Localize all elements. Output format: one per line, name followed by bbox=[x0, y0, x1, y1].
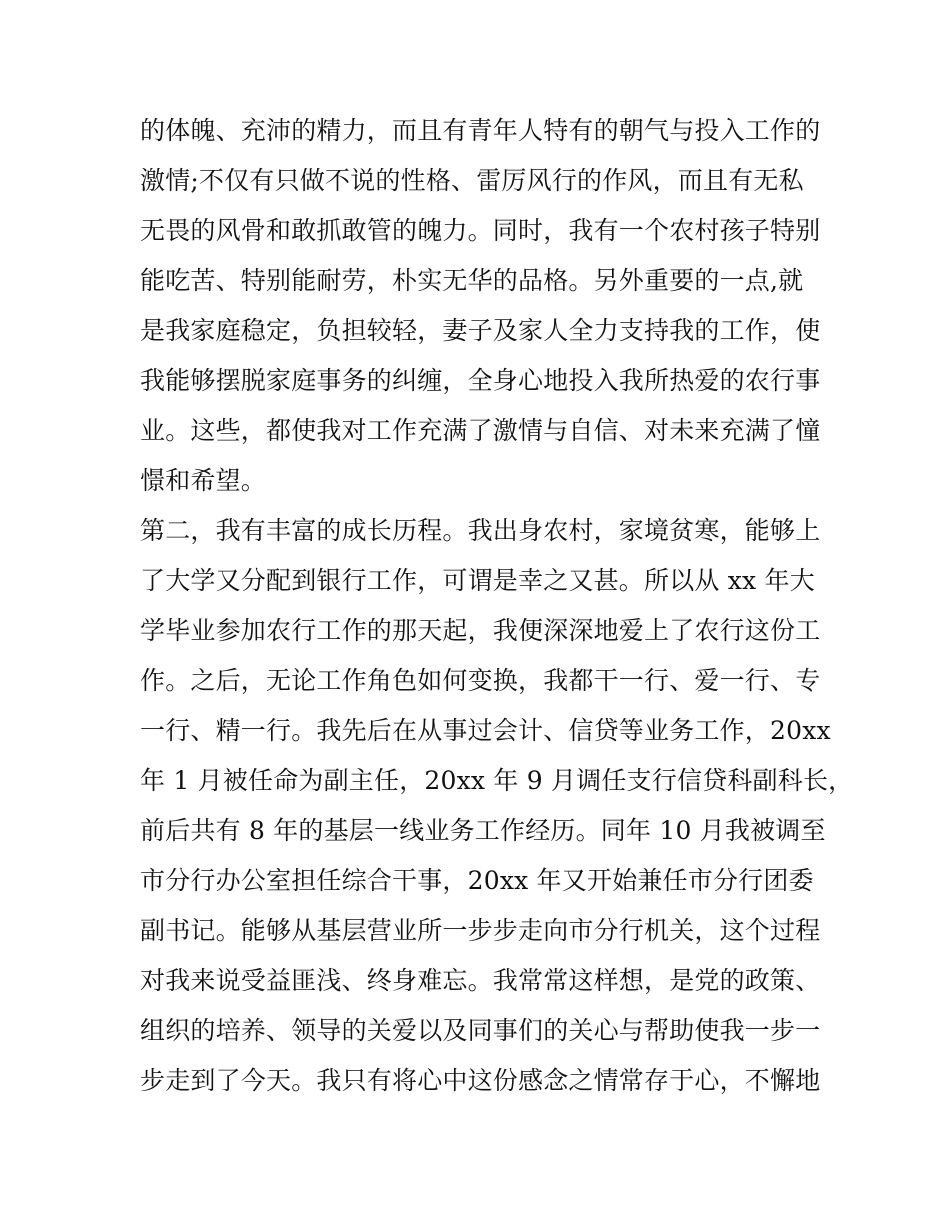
text-line: 一行、精一行。我先后在从事过会计、信贷等业务工作，20xx bbox=[140, 716, 831, 745]
text-line: 是我家庭稳定，负担较轻，妻子及家人全力支持我的工作，使 bbox=[140, 316, 821, 345]
text-line: 第二，我有丰富的成长历程。我出身农村，家境贫寒，能够上 bbox=[140, 516, 821, 545]
text-line: 步走到了今天。我只有将心中这份感念之情常存于心，不懈地 bbox=[140, 1066, 821, 1095]
text-line: 组织的培养、领导的关爱以及同事们的关心与帮助使我一步一 bbox=[140, 1016, 821, 1045]
text-line: 我能够摆脱家庭事务的纠缠，全身心地投入我所热爱的农行事 bbox=[140, 366, 821, 395]
text-line: 能吃苦、特别能耐劳，朴实无华的品格。另外重要的一点,就 bbox=[140, 266, 804, 295]
text-line: 作。之后，无论工作角色如何变换，我都干一行、爱一行、专 bbox=[140, 666, 821, 695]
text-line: 学毕业参加农行工作的那天起，我便深深地爱上了农行这份工 bbox=[140, 616, 821, 645]
text-line: 的体魄、充沛的精力，而且有青年人特有的朝气与投入工作的 bbox=[140, 116, 821, 145]
text-line: 激情;不仅有只做不说的性格、雷厉风行的作风，而且有无私 bbox=[140, 166, 804, 195]
body-text bbox=[140, 106, 854, 1106]
text-line: 市分行办公室担任综合干事，20xx 年又开始兼任市分行团委 bbox=[140, 866, 814, 895]
text-line: 了大学又分配到银行工作，可谓是幸之又甚。所以从 xx 年大 bbox=[140, 566, 815, 595]
text-line: 对我来说受益匪浅、终身难忘。我常常这样想，是党的政策、 bbox=[140, 966, 821, 995]
text-line: 年 1 月被任命为副主任，20xx 年 9 月调任支行信贷科副科长， bbox=[140, 766, 854, 795]
text-line: 前后共有 8 年的基层一线业务工作经历。同年 10 月我被调至 bbox=[140, 816, 826, 845]
text-line: 无畏的风骨和敢抓敢管的魄力。同时，我有一个农村孩子特别 bbox=[140, 216, 821, 245]
text-line: 业。这些，都使我对工作充满了激情与自信、对未来充满了憧 bbox=[140, 416, 821, 445]
text-line: 副书记。能够从基层营业所一步步走向市分行机关，这个过程 bbox=[140, 916, 821, 945]
text-line: 憬和希望。 bbox=[140, 466, 267, 495]
